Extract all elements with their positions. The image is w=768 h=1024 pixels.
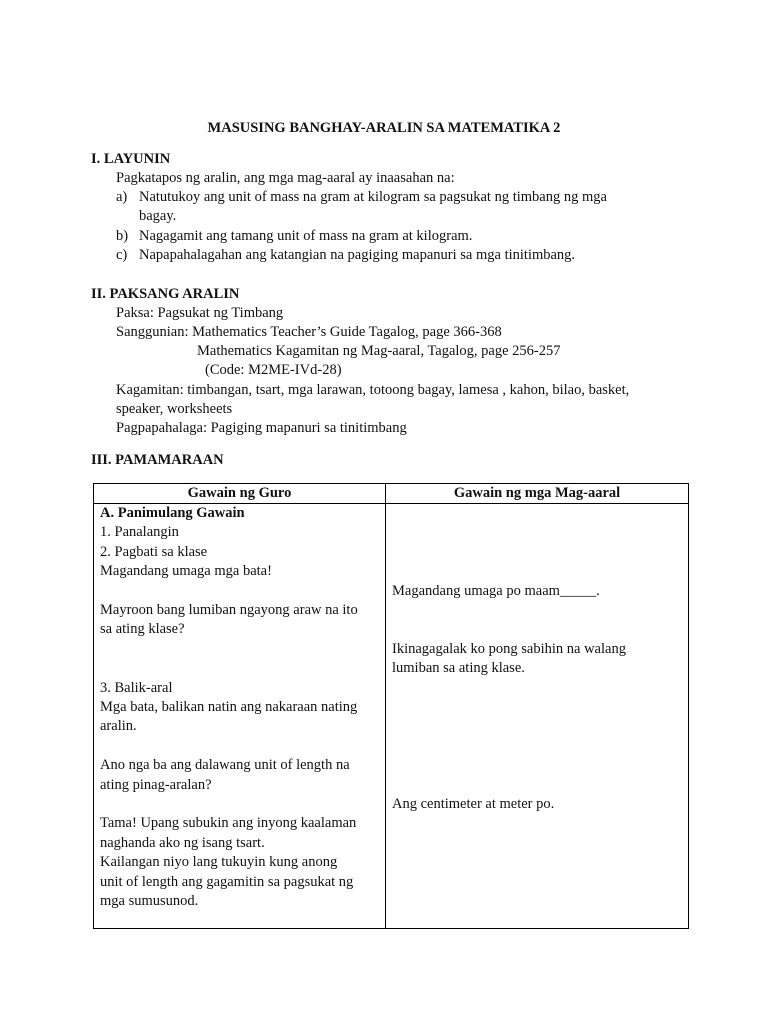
objective-b: Nagagamit ang tamang unit of mass na gram at kilogram. [139,228,473,244]
sanggunian-line-1: Sanggunian: Mathematics Teacher’s Guide Tagalog, page 366-368 [116,324,502,340]
sanggunian-line-2: Mathematics Kagamitan ng Mag-aaral, Tagalog, page 256-257 [197,343,561,359]
kagamitan-line-2: speaker, worksheets [116,401,233,417]
header-teacher-activities: Gawain ng Guro [187,485,292,501]
objective-c: Napapahalagahan ang katangian na pagiging mapanuri sa mga tinitimbang. [139,247,576,263]
header-student-activities: Gawain ng mga Mag-aaral [453,485,621,501]
objective-marker-b: b) [116,228,129,244]
pagpapahalaga-line: Pagpapahalaga: Pagiging mapanuri sa tinitimbang [116,420,407,436]
teacher-line: aralin. [100,718,137,735]
student-line: Ikinagagalak ko pong sabihin na walang [392,640,626,657]
paksa-line: Paksa: Pagsukat ng Timbang [116,305,284,321]
teacher-line: unit of length ang gagamitin sa pagsukat ng [100,873,354,890]
teacher-line: Mga bata, balikan natin ang nakaraan nating [100,699,358,715]
teacher-line: Magandang umaga mga bata! [100,563,272,580]
teacher-line: ating pinag-aralan? [100,776,212,793]
objective-marker-c: c) [116,247,128,263]
teacher-line: Mayroon bang lumiban ngayong araw na ito [100,602,358,618]
student-line: Ang centimeter at meter po. [392,796,555,812]
section-heading-layunin: I. LAYUNIN [91,151,171,167]
teacher-line: Ano nga ba ang dalawang unit of length na [100,757,350,774]
teacher-line: 3. Balik-aral [100,679,173,696]
teacher-line: 2. Pagbati sa klase [100,543,208,560]
teacher-line: mga sumusunod. [100,893,199,909]
section-heading-paksang-aralin: II. PAKSANG ARALIN [91,286,240,302]
sanggunian-code: (Code: M2ME-IVd-28) [205,362,342,378]
column-divider [385,484,386,928]
teacher-line: Kailangan niyo lang tukuyin kung anong [100,854,338,871]
layunin-intro: Pagkatapos ng aralin, ang mga mag-aaral ay inaasahan na: [116,170,455,186]
document-title: MASUSING BANGHAY-ARALIN SA MATEMATIKA 2 [207,120,561,136]
teacher-line: 1. Panalangin [100,524,179,541]
kagamitan-line-1: Kagamitan: timbangan, tsart, mga larawan, totoong bagay, lamesa , kahon, bilao, basket, [116,382,630,398]
teacher-line: Tama! Upang subukin ang inyong kaalaman [100,815,357,832]
objective-marker-a: a) [116,189,128,205]
procedure-table [93,483,689,929]
student-line: Magandang umaga po maam_____. [392,582,600,599]
teacher-line: sa ating klase? [100,621,185,638]
section-heading-pamamaraan: III. PAMAMARAAN [91,452,224,468]
student-line: lumiban sa ating klase. [392,660,525,677]
teacher-line: A. Panimulang Gawain [100,505,245,521]
objective-a-line-2: bagay. [139,208,177,224]
objective-a-line-1: Natutukoy ang unit of mass na gram at kilogram sa pagsukat ng timbang ng mga [139,189,607,205]
teacher-line: naghanda ako ng isang tsart. [100,834,265,851]
